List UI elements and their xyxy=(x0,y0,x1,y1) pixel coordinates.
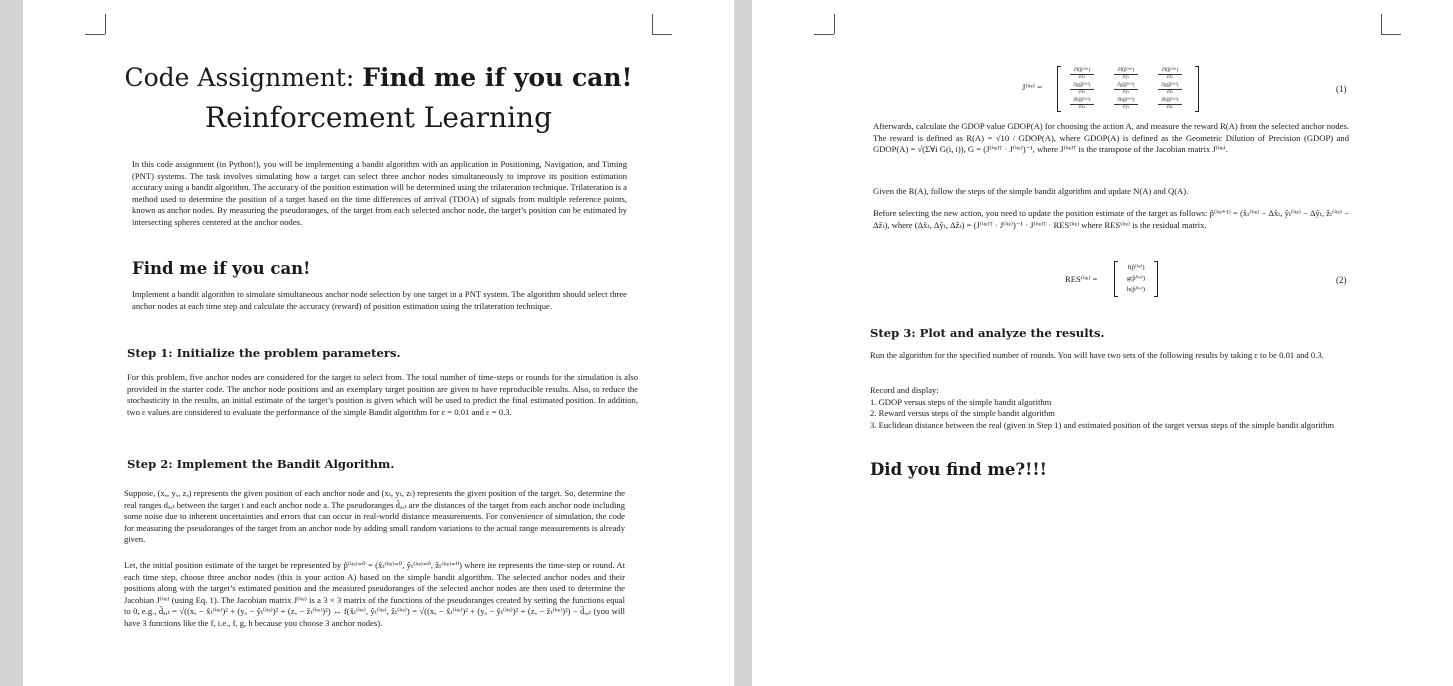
position-update-paragraph: Before selecting the new action, you need to update the position estimate of the target as follows: p̂⁽ⁱᵗᵉ⁺¹⁾ = (x̂ₜ⁽ⁱᵗᵉ⁾ − Δx̂ₜ, ŷₜ⁽ⁱᵗᵉ⁾ − Δŷₜ, ẑₜ⁽ⁱᵗᵉ⁾ − Δẑₜ), where (Δx̂ₜ, Δŷₜ, Δẑₜ) = (J⁽ⁱᵗᵉ⁾ᵀ · J⁽ⁱᵗᵉ⁾)⁻¹ · J⁽ⁱᵗᵉ⁾ᵀ · RES⁽ⁱᵗᵉ⁾ where RES⁽ⁱᵗᵉ⁾ is the residual matrix. xyxy=(873,208,1349,230)
document-title xyxy=(23,62,734,94)
jacobian-numerator: ∂f(p̂⁽ⁱᵗᵉ⁾) xyxy=(1161,67,1179,73)
record-item: 3. Euclidean distance between the real (given in Step 1) and estimated position of the target versus steps of the simple bandit algorithm xyxy=(870,419,1335,430)
jacobian-denominator: ∂x̂ₜ xyxy=(1078,104,1086,110)
title-prefix: Code Assignment: xyxy=(124,63,363,92)
eq1-number: (1) xyxy=(1336,84,1347,94)
jacobian-denominator: ∂x̂ₜ xyxy=(1078,89,1086,95)
document-page-1 xyxy=(23,0,734,686)
eq2-lhs: RES⁽ⁱᵗᵉ⁾ = xyxy=(1065,274,1098,284)
jacobian-denominator: ∂ẑₜ xyxy=(1166,89,1174,95)
gdop-paragraph: Afterwards, calculate the GDOP value GDOP(A) for choosing the action A, and measure the reward R(A) from the selected anchor nodes. The reward is defined as R(A) = √10 / GDOP(A), where GDOP(A) is defined as the Geometric Dilution of Precision (GDOP) and GDOP(A) = √(Σ∀i G(i, i)), G = (J⁽ⁱᵗᵉ⁾ᵀ · J⁽ⁱᵗᵉ⁾)⁻¹, where J⁽ⁱᵗᵉ⁾ᵀ is the transpose of the Jacobian matrix J⁽ⁱᵗᵉ⁾. xyxy=(873,121,1349,155)
step2-paragraph-1: Suppose, (xₐ, yₐ, zₐ) represents the given position of each anchor node and (xₜ, yₜ, zₜ) represents the given position of the target. So, determine the real ranges dₐ,ₜ between the target t and each anchor node a. The pseudoranges d̂ₐ,ₜ are the distances of the target from each anchor node including some noise due to inherent uncertainties and errors that can occur in real-world distance measurements. For convenience of simulation, the code for measuring the pseudoranges of the target from an anchor node by adding small random variations to the actual range measurements is already given. xyxy=(124,488,625,545)
update-paragraph: Given the R(A), follow the steps of the simple bandit algorithm and update N(A) and Q(A). xyxy=(873,186,1189,196)
jacobian-numerator: ∂g(p̂⁽ⁱᵗᵉ⁾) xyxy=(1117,82,1135,88)
eq2-number: (2) xyxy=(1336,275,1347,285)
eq1-lhs: J⁽ⁱᵗᵉ⁾ = xyxy=(1022,82,1042,92)
jacobian-matrix xyxy=(1057,66,1199,112)
step1-paragraph: For this problem, five anchor nodes are considered for the target to select from. The total number of time-steps or rounds for the simulation is also provided in the starter code. The anchor node positions and an exemplary target position are given to have reproducible results. Also, to reduce the stochasticity in the results, an initial estimate of the target’s position is given which will be used to predict the final estimated position. In addition, two ε values are considered to evaluate the performance of the simple Bandit algorithm for ε = 0.01 and ε = 0.3. xyxy=(127,372,638,417)
jacobian-denominator: ∂ŷₜ xyxy=(1122,74,1130,80)
step3-heading: Step 3: Plot and analyze the results. xyxy=(870,326,1105,340)
record-list xyxy=(870,385,1356,431)
record-item: 2. Reward versus steps of the simple bandit algorithm xyxy=(870,408,1055,419)
residual-cell: g(p̂⁽ⁱᵗᵉ⁾) xyxy=(1126,275,1146,282)
document-page-2 xyxy=(752,0,1453,686)
step1-heading: Step 1: Initialize the problem parameters. xyxy=(127,346,401,360)
jacobian-numerator: ∂f(p̂⁽ⁱᵗᵉ⁾) xyxy=(1073,67,1091,73)
jacobian-denominator: ∂ŷₜ xyxy=(1122,104,1130,110)
residual-matrix xyxy=(1114,261,1158,297)
viewer-gutter-left xyxy=(0,0,23,686)
title-bold: Find me if you can! xyxy=(362,63,633,92)
viewer-gutter-middle xyxy=(734,0,752,686)
jacobian-numerator: ∂g(p̂⁽ⁱᵗᵉ⁾) xyxy=(1161,82,1179,88)
jacobian-numerator: ∂h(p̂⁽ⁱᵗᵉ⁾) xyxy=(1117,97,1135,103)
jacobian-numerator: ∂g(p̂⁽ⁱᵗᵉ⁾) xyxy=(1073,82,1091,88)
jacobian-denominator: ∂ẑₜ xyxy=(1166,74,1174,80)
section-heading: Find me if you can! xyxy=(132,259,311,278)
residual-cell: f(p̂⁽ⁱᵗᵉ⁾) xyxy=(1127,264,1145,271)
jacobian-denominator: ∂x̂ₜ xyxy=(1078,74,1086,80)
step3-paragraph: Run the algorithm for the specified number of rounds. You will have two sets of the following results by taking ε to be 0.01 and 0.3. xyxy=(870,350,1324,360)
jacobian-denominator: ∂ẑₜ xyxy=(1166,104,1174,110)
document-subtitle: Reinforcement Learning xyxy=(205,101,552,134)
jacobian-numerator: ∂h(p̂⁽ⁱᵗᵉ⁾) xyxy=(1161,97,1179,103)
record-item: 1. GDOP versus steps of the simple bandit algorithm xyxy=(870,396,1052,407)
intro-paragraph: In this code assignment (in Python!), you will be implementing a bandit algorithm with an application in Positioning, Navigation, and Timing (PNT) systems. The task involves simulating how a target can select three anchor nodes simultaneously to improve its position estimation accuracy using a bandit algorithm. The accuracy of the position estimation will be determined using the trilateration technique. Trilateration is a method used to determine the position of a target based on the time differences of arrival (TDOA) of signals from multiple reference points, known as anchor nodes. By measuring the pseudoranges, of the target from each selected anchor node, the target’s position can be estimated by intersecting spheres centered at the anchor nodes. xyxy=(132,159,627,227)
jacobian-numerator: ∂h(p̂⁽ⁱᵗᵉ⁾) xyxy=(1073,97,1091,103)
jacobian-denominator: ∂ŷₜ xyxy=(1122,89,1130,95)
step2-heading: Step 2: Implement the Bandit Algorithm. xyxy=(127,457,395,471)
section-paragraph: Implement a bandit algorithm to simulate simultaneous anchor node selection by one target in a PNT system. The algorithm should select three anchor nodes at each time step and calculate the accuracy (reward) of position estimation using the trilateration technique. xyxy=(132,289,627,311)
jacobian-numerator: ∂f(p̂⁽ⁱᵗᵉ⁾) xyxy=(1117,67,1135,73)
step2-paragraph-2: Let, the initial position estimate of the target be represented by p̂⁽ⁱᵗᵉ⁾⁼⁰ = (x̂ₜ⁽ⁱᵗᵉ⁾⁼⁰, ŷₜ⁽ⁱᵗᵉ⁾⁼⁰, ẑₜ⁽ⁱᵗᵉ⁾⁼⁰) where ite represents the time-step or round. At each time step, choose three anchor nodes (this is your action A) based on the simple bandit algorithm. The selected anchor nodes and their positions along with the target’s estimated position and the measured pseudoranges of the selected anchor nodes are then used to determine the Jacobian J⁽ⁱᵗᵉ⁾ (using Eq. 1). The Jacobian matrix J⁽ⁱᵗᵉ⁾ is a 3 × 3 matrix of the functions of the pseudoranges created by setting the functions equal to 0, e.g., d̂ₐ,ₜ = √((xₐ − x̂ₜ⁽ⁱᵗᵉ⁾)² + (yₐ − ŷₜ⁽ⁱᵗᵉ⁾)² + (zₐ − ẑₜ⁽ⁱᵗᵉ⁾)²) ↔ f(x̂ₜ⁽ⁱᵗᵉ⁾, ŷₜ⁽ⁱᵗᵉ⁾, ẑₜ⁽ⁱᵗᵉ⁾) = √((xₐ − x̂ₜ⁽ⁱᵗᵉ⁾)² + (yₐ − ŷₜ⁽ⁱᵗᵉ⁾)² + (zₐ − ẑₜ⁽ⁱᵗᵉ⁾)²) − d̂ₐ,ₜ (you will have 3 functions like the f, i.e., f, g, h because you choose 3 anchor nodes). xyxy=(124,560,625,628)
record-label: Record and display: xyxy=(870,385,939,395)
residual-cell: h(p̂⁽ⁱᵗᵉ⁾) xyxy=(1126,286,1146,293)
closing-heading: Did you find me?!!! xyxy=(870,460,1047,479)
